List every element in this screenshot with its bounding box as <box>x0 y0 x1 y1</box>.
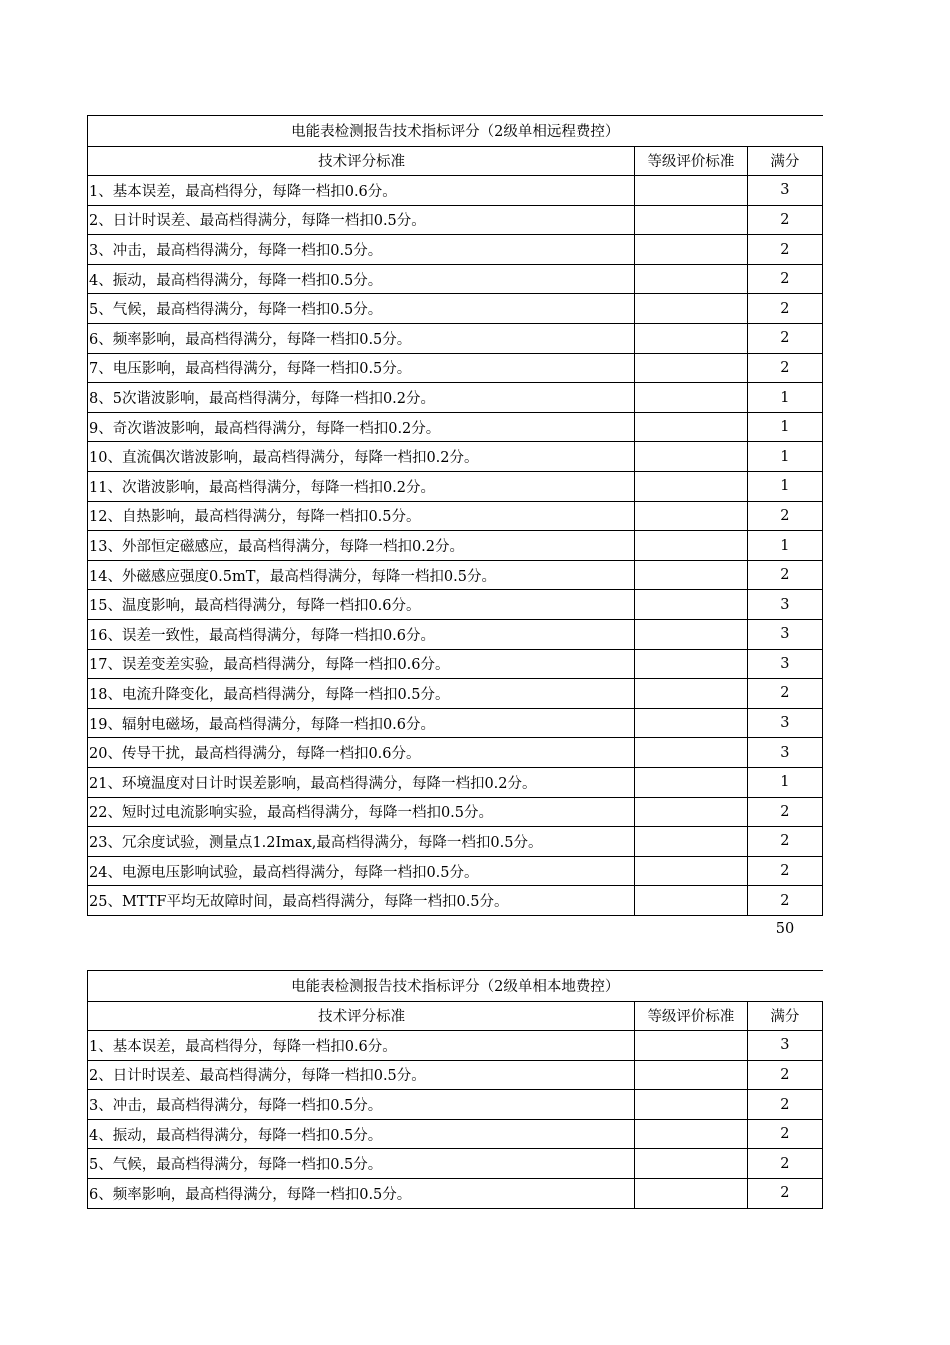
grade-cell <box>635 294 747 324</box>
grade-cell <box>635 353 747 383</box>
criteria-cell: 20、传导干扰，最高档得满分，每降一档扣0.6分。 <box>88 738 635 768</box>
table-row <box>88 235 823 265</box>
grade-cell <box>635 620 747 650</box>
criteria-cell: 11、次谐波影响，最高档得满分，每降一档扣0.2分。 <box>88 472 635 502</box>
grade-cell <box>635 1119 747 1149</box>
score-cell: 2 <box>747 205 822 235</box>
table-body <box>88 176 823 916</box>
criteria-cell: 18、电流升降变化，最高档得满分，每降一档扣0.5分。 <box>88 679 635 709</box>
criteria-cell: 6、频率影响，最高档得满分，每降一档扣0.5分。 <box>88 324 635 354</box>
grade-cell <box>635 472 747 502</box>
table-row <box>88 1031 823 1061</box>
grade-cell <box>635 383 747 413</box>
grade-cell <box>635 708 747 738</box>
table-row <box>88 383 823 413</box>
table-row <box>88 1060 823 1090</box>
total-score: 50 <box>775 921 795 937</box>
table-row <box>88 560 823 590</box>
grade-cell <box>635 235 747 265</box>
criteria-cell: 1、基本误差，最高档得分，每降一档扣0.6分。 <box>88 1031 635 1061</box>
table-row <box>88 767 823 797</box>
score-cell: 2 <box>747 501 822 531</box>
grade-cell <box>635 264 747 294</box>
table-row <box>88 472 823 502</box>
table-row <box>88 1119 823 1149</box>
grade-cell <box>635 1060 747 1090</box>
table-row <box>88 856 823 886</box>
criteria-cell: 2、日计时误差、最高档得满分，每降一档扣0.5分。 <box>88 205 635 235</box>
criteria-cell: 8、5次谐波影响，最高档得满分，每降一档扣0.2分。 <box>88 383 635 413</box>
table-title-row <box>88 971 823 1002</box>
grade-cell <box>635 412 747 442</box>
score-cell: 2 <box>747 827 822 857</box>
table-row <box>88 1179 823 1209</box>
criteria-cell: 3、冲击，最高档得满分，每降一档扣0.5分。 <box>88 235 635 265</box>
table-row <box>88 620 823 650</box>
table-row <box>88 827 823 857</box>
score-cell: 1 <box>747 383 822 413</box>
table-row <box>88 294 823 324</box>
grade-cell <box>635 679 747 709</box>
grade-cell <box>635 767 747 797</box>
table-row <box>88 442 823 472</box>
grade-cell <box>635 797 747 827</box>
score-cell: 2 <box>747 1090 822 1120</box>
criteria-cell: 19、辐射电磁场，最高档得满分，每降一档扣0.6分。 <box>88 708 635 738</box>
score-cell: 1 <box>747 531 822 561</box>
score-cell: 2 <box>747 324 822 354</box>
criteria-cell: 17、误差变差实验，最高档得满分，每降一档扣0.6分。 <box>88 649 635 679</box>
header-grade: 等级评价标准 <box>635 146 747 176</box>
table-title: 电能表检测报告技术指标评分（2级单相本地费控） <box>88 971 823 1002</box>
criteria-cell: 13、外部恒定磁感应，最高档得满分，每降一档扣0.2分。 <box>88 531 635 561</box>
grade-cell <box>635 1149 747 1179</box>
score-cell: 3 <box>747 1031 822 1061</box>
criteria-cell: 25、MTTF平均无故障时间，最高档得满分，每降一档扣0.5分。 <box>88 886 635 916</box>
criteria-cell: 10、直流偶次谐波影响，最高档得满分，每降一档扣0.2分。 <box>88 442 635 472</box>
table-row <box>88 324 823 354</box>
criteria-cell: 14、外磁感应强度0.5mT，最高档得满分，每降一档扣0.5分。 <box>88 560 635 590</box>
grade-cell <box>635 442 747 472</box>
header-criteria: 技术评分标准 <box>88 1001 635 1031</box>
table-row <box>88 205 823 235</box>
grade-cell <box>635 649 747 679</box>
table-title: 电能表检测报告技术指标评分（2级单相远程费控） <box>88 116 823 147</box>
score-cell: 2 <box>747 856 822 886</box>
score-cell: 3 <box>747 708 822 738</box>
grade-cell <box>635 1090 747 1120</box>
criteria-cell: 24、电源电压影响试验，最高档得满分，每降一档扣0.5分。 <box>88 856 635 886</box>
score-cell: 3 <box>747 176 822 206</box>
grade-cell <box>635 738 747 768</box>
table-row <box>88 649 823 679</box>
score-cell: 3 <box>747 620 822 650</box>
grade-cell <box>635 324 747 354</box>
grade-cell <box>635 531 747 561</box>
score-cell: 2 <box>747 294 822 324</box>
criteria-cell: 5、气候，最高档得满分，每降一档扣0.5分。 <box>88 1149 635 1179</box>
scoring-table-local <box>87 970 823 1209</box>
score-cell: 1 <box>747 472 822 502</box>
score-cell: 2 <box>747 1149 822 1179</box>
grade-cell <box>635 590 747 620</box>
criteria-cell: 9、奇次谐波影响，最高档得满分，每降一档扣0.2分。 <box>88 412 635 442</box>
table-row <box>88 738 823 768</box>
criteria-cell: 4、振动，最高档得满分，每降一档扣0.5分。 <box>88 1119 635 1149</box>
table-row <box>88 531 823 561</box>
score-cell: 1 <box>747 767 822 797</box>
score-cell: 3 <box>747 590 822 620</box>
header-grade: 等级评价标准 <box>635 1001 747 1031</box>
criteria-cell: 22、短时过电流影响实验，最高档得满分，每降一档扣0.5分。 <box>88 797 635 827</box>
header-score: 满分 <box>747 146 822 176</box>
grade-cell <box>635 560 747 590</box>
score-cell: 2 <box>747 1179 822 1209</box>
grade-cell <box>635 501 747 531</box>
table-row <box>88 886 823 916</box>
grade-cell <box>635 1031 747 1061</box>
table-row <box>88 1090 823 1120</box>
scoring-table-remote <box>87 115 823 916</box>
criteria-cell: 2、日计时误差、最高档得满分，每降一档扣0.5分。 <box>88 1060 635 1090</box>
table-row <box>88 264 823 294</box>
score-cell: 2 <box>747 560 822 590</box>
grade-cell <box>635 176 747 206</box>
score-cell: 2 <box>747 264 822 294</box>
grade-cell <box>635 856 747 886</box>
criteria-cell: 16、误差一致性，最高档得满分，每降一档扣0.6分。 <box>88 620 635 650</box>
score-cell: 3 <box>747 738 822 768</box>
table-title-row <box>88 116 823 147</box>
table-header-row <box>88 1001 823 1031</box>
header-criteria: 技术评分标准 <box>88 146 635 176</box>
score-cell: 2 <box>747 797 822 827</box>
table-row <box>88 501 823 531</box>
criteria-cell: 4、振动，最高档得满分，每降一档扣0.5分。 <box>88 264 635 294</box>
score-cell: 2 <box>747 235 822 265</box>
score-cell: 2 <box>747 1060 822 1090</box>
table-row <box>88 679 823 709</box>
score-cell: 2 <box>747 353 822 383</box>
criteria-cell: 7、电压影响，最高档得满分，每降一档扣0.5分。 <box>88 353 635 383</box>
table-row <box>88 708 823 738</box>
grade-cell <box>635 886 747 916</box>
table-row <box>88 797 823 827</box>
criteria-cell: 21、环境温度对日计时误差影响，最高档得满分，每降一档扣0.2分。 <box>88 767 635 797</box>
score-cell: 1 <box>747 412 822 442</box>
table-row <box>88 353 823 383</box>
table-body <box>88 1031 823 1209</box>
criteria-cell: 5、气候，最高档得满分，每降一档扣0.5分。 <box>88 294 635 324</box>
table-header-row <box>88 146 823 176</box>
score-cell: 1 <box>747 442 822 472</box>
score-cell: 2 <box>747 1119 822 1149</box>
score-cell: 2 <box>747 679 822 709</box>
criteria-cell: 1、基本误差，最高档得分，每降一档扣0.6分。 <box>88 176 635 206</box>
criteria-cell: 23、冗余度试验，测量点1.2Imax,最高档得满分，每降一档扣0.5分。 <box>88 827 635 857</box>
grade-cell <box>635 1179 747 1209</box>
criteria-cell: 12、自热影响，最高档得满分，每降一档扣0.5分。 <box>88 501 635 531</box>
score-cell: 2 <box>747 886 822 916</box>
table-row <box>88 176 823 206</box>
criteria-cell: 3、冲击，最高档得满分，每降一档扣0.5分。 <box>88 1090 635 1120</box>
grade-cell <box>635 827 747 857</box>
grade-cell <box>635 205 747 235</box>
score-cell: 3 <box>747 649 822 679</box>
criteria-cell: 15、温度影响，最高档得满分，每降一档扣0.6分。 <box>88 590 635 620</box>
criteria-cell: 6、频率影响，最高档得满分，每降一档扣0.5分。 <box>88 1179 635 1209</box>
table-row <box>88 412 823 442</box>
table-row <box>88 590 823 620</box>
table-row <box>88 1149 823 1179</box>
header-score: 满分 <box>747 1001 822 1031</box>
